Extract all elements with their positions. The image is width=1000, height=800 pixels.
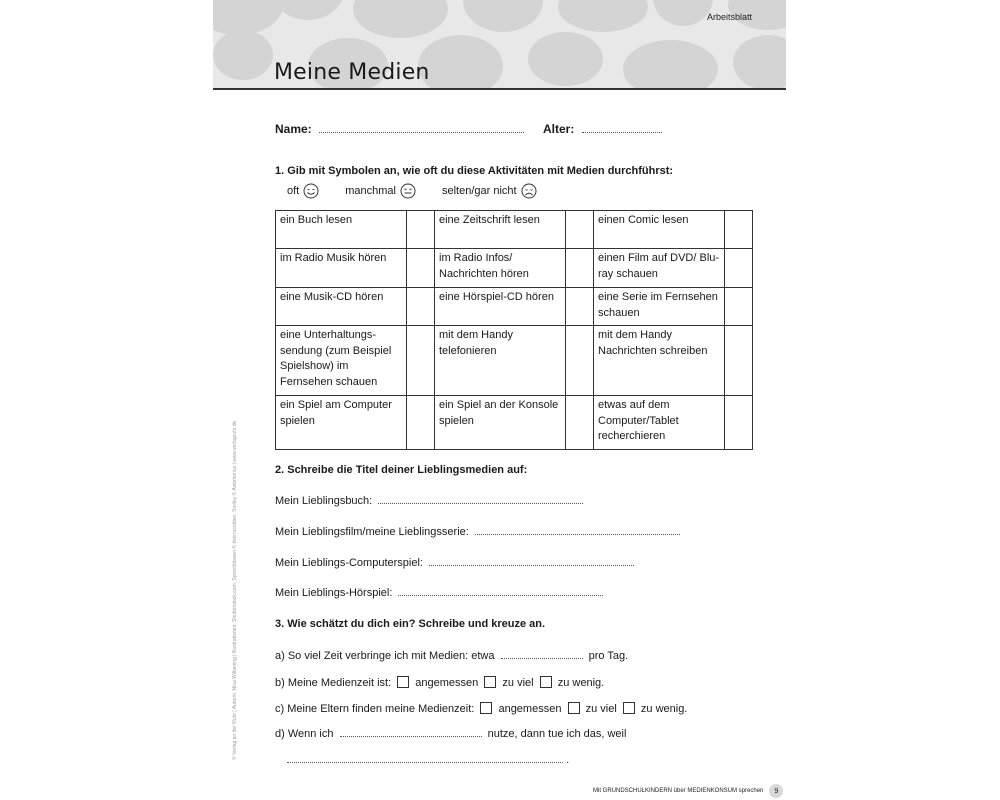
favorite-book-label: Mein Lieblingsbuch: [275, 495, 373, 507]
name-line[interactable] [319, 124, 524, 133]
activity-cell: im Radio Musik hören [276, 249, 407, 288]
q1-heading: 1. Gib mit Symbolen an, wie oft du diese Aktivitäten mit Medien durchführst: [275, 165, 674, 177]
favorite-audio-line[interactable] [398, 587, 603, 596]
worksheet-page [213, 0, 786, 800]
page-title: Meine Medien [274, 60, 430, 85]
q3d-suffix: nutze, dann tue ich das, weil [487, 728, 627, 740]
activity-cell: eine Musik-CD hören [276, 288, 407, 326]
happy-face-icon [303, 183, 319, 199]
favorite-film-line[interactable] [475, 526, 680, 535]
name-field[interactable] [275, 122, 524, 136]
activity-cell: eine Zeitschrift lesen [435, 211, 566, 249]
q3c-appropriate-checkbox[interactable] [480, 702, 492, 714]
favorite-game-label: Mein Lieblings-Computerspiel: [275, 557, 423, 569]
q3b-appropriate-label: angemessen [415, 677, 479, 689]
symbol-box[interactable] [407, 396, 435, 450]
q3a-row [275, 650, 628, 662]
symbol-box[interactable] [725, 326, 753, 396]
q3d-reason-row [287, 754, 569, 766]
q3c-too-little-checkbox[interactable] [623, 702, 635, 714]
table-row [276, 288, 753, 326]
side-credit: © Verlag an der Ruhr | Autorin: Nina Wilkening | Illustrationen: Shutterstock.com, Sprechblasen © tiverrocobber, Smiley © Aistehorius | www.verlagruhr.de [232, 420, 238, 760]
header-divider [213, 88, 786, 90]
activity-cell: einen Comic lesen [594, 211, 725, 249]
time-per-day-line[interactable] [501, 650, 583, 659]
q3a-prefix: a) So viel Zeit verbringe ich mit Medien: etwa [275, 650, 495, 662]
q3c-prefix: c) Meine Eltern finden meine Medienzeit: [275, 703, 475, 715]
legend-sometimes-label: manchmal [345, 185, 396, 197]
favorite-audio-label: Mein Lieblings-Hörspiel: [275, 587, 393, 599]
symbol-box[interactable] [566, 211, 594, 249]
symbol-box[interactable] [407, 326, 435, 396]
q2-heading: 2. Schreibe die Titel deiner Lieblingsmedien auf: [275, 464, 528, 476]
activity-cell: einen Film auf DVD/ Blu-ray schauen [594, 249, 725, 288]
q3b-too-little-label: zu wenig. [557, 677, 605, 689]
q3b-appropriate-checkbox[interactable] [397, 676, 409, 688]
frequency-legend [287, 183, 563, 199]
favorite-film-label: Mein Lieblingsfilm/meine Lieblingsserie: [275, 526, 469, 538]
page-footer [593, 784, 783, 798]
favorite-book-row[interactable] [275, 495, 583, 507]
sheet-type-label: Arbeitsblatt [706, 12, 752, 22]
reason-line[interactable] [287, 754, 563, 763]
name-label: Name: [275, 122, 312, 136]
page-number: 9 [769, 784, 783, 798]
q3b-prefix: b) Meine Medienzeit ist: [275, 677, 392, 689]
q3b-too-much-label: zu viel [502, 677, 534, 689]
symbol-box[interactable] [566, 326, 594, 396]
symbol-box[interactable] [566, 288, 594, 326]
media-activity-table [275, 210, 753, 450]
sad-face-icon [521, 183, 537, 199]
neutral-face-icon [400, 183, 416, 199]
activity-cell: ein Spiel am Computer spielen [276, 396, 407, 450]
activity-cell: eine Serie im Fernsehen schauen [594, 288, 725, 326]
q3c-appropriate-label: angemessen [498, 703, 562, 715]
symbol-box[interactable] [566, 249, 594, 288]
media-used-line[interactable] [340, 728, 482, 737]
q3d-end: . [566, 754, 570, 766]
activity-cell: mit dem Handy telefonieren [435, 326, 566, 396]
legend-often-label: oft [287, 185, 300, 197]
legend-rarely-label: selten/gar nicht [441, 185, 517, 197]
q3a-suffix: pro Tag. [588, 650, 629, 662]
q3c-too-little-label: zu wenig. [640, 703, 688, 715]
q3c-too-much-checkbox[interactable] [568, 702, 580, 714]
favorite-audio-row[interactable] [275, 587, 603, 599]
q3b-too-little-checkbox[interactable] [540, 676, 552, 688]
symbol-box[interactable] [407, 249, 435, 288]
activity-cell: eine Hörspiel-CD hören [435, 288, 566, 326]
q3d-row [275, 728, 626, 740]
symbol-box[interactable] [725, 396, 753, 450]
favorite-game-row[interactable] [275, 557, 634, 569]
activity-cell: mit dem Handy Nachrichten schreiben [594, 326, 725, 396]
activity-cell: etwas auf dem Computer/Tablet recherchieren [594, 396, 725, 450]
activity-cell: ein Spiel an der Konsole spielen [435, 396, 566, 450]
age-label: Alter: [543, 122, 575, 136]
activity-cell: ein Buch lesen [276, 211, 407, 249]
symbol-box[interactable] [725, 211, 753, 249]
age-line[interactable] [582, 124, 662, 133]
q3c-too-much-label: zu viel [585, 703, 617, 715]
symbol-box[interactable] [725, 288, 753, 326]
favorite-film-row[interactable] [275, 526, 680, 538]
activity-cell: im Radio Infos/ Nachrichten hören [435, 249, 566, 288]
symbol-box[interactable] [407, 288, 435, 326]
symbol-box[interactable] [407, 211, 435, 249]
favorite-game-line[interactable] [429, 557, 634, 566]
q3b-row [275, 676, 604, 689]
symbol-box[interactable] [566, 396, 594, 450]
q3-heading: 3. Wie schätzt du dich ein? Schreibe und kreuze an. [275, 618, 546, 630]
table-row [276, 211, 753, 249]
table-row [276, 249, 753, 288]
q3c-row [275, 702, 687, 715]
table-row [276, 396, 753, 450]
symbol-box[interactable] [725, 249, 753, 288]
q3b-too-much-checkbox[interactable] [484, 676, 496, 688]
table-row [276, 326, 753, 396]
activity-cell: eine Unterhaltungs-sendung (zum Beispiel Spielshow) im Fernsehen schauen [276, 326, 407, 396]
age-field[interactable] [543, 122, 662, 136]
q3d-prefix: d) Wenn ich [275, 728, 334, 740]
favorite-book-line[interactable] [378, 495, 583, 504]
footer-text: Mit GRUNDSCHULKINDERN über MEDIENKONSUM sprechen [593, 788, 764, 794]
